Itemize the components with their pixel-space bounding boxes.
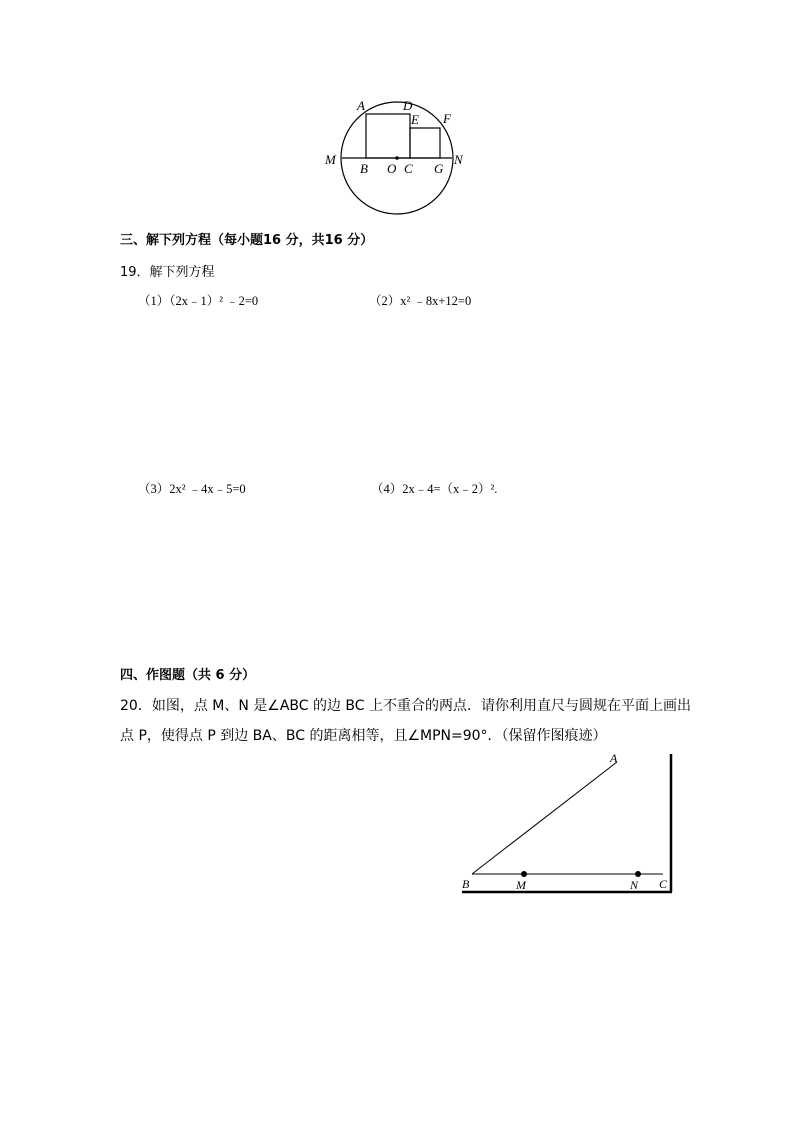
equation-4: （4）2x﹣4=（x﹣2）². xyxy=(371,482,498,496)
equation-1: （1）（2x﹣1）² ﹣2=0 xyxy=(138,294,259,308)
angle-figure-svg xyxy=(455,750,680,898)
label-b: B xyxy=(360,161,368,176)
side-ba xyxy=(472,762,617,874)
center-point-o xyxy=(395,156,399,160)
equation-3: （3）2x² ﹣4x﹣5=0 xyxy=(138,482,246,496)
label-d: D xyxy=(403,98,413,113)
point-m xyxy=(521,871,527,877)
label-o: O xyxy=(387,161,397,176)
label-g: G xyxy=(434,161,444,176)
square-efcg xyxy=(410,128,440,158)
label-m: M xyxy=(325,152,336,167)
question-20-line1: 20．如图，点 M、N 是∠ABC 的边 BC 上不重合的两点．请你利用直尺与圆规在平面上画出 xyxy=(120,698,692,714)
section4-heading: 四、作图题（共 6 分） xyxy=(120,668,256,683)
equation-2: （2）x² ﹣8x+12=0 xyxy=(369,294,472,308)
label-a2: A xyxy=(610,751,618,765)
circle-squares-figure xyxy=(320,95,480,220)
question-19-title: 19．解下列方程 xyxy=(120,265,215,280)
point-n xyxy=(635,871,641,877)
label-e: E xyxy=(411,112,419,127)
section3-heading: 三、解下列方程（每小题16 分，共16 分） xyxy=(120,233,374,248)
label-m2: M xyxy=(516,878,526,892)
question-20-line2: 点 P，使得点 P 到边 BA、BC 的距离相等，且∠MPN=90°．（保留作图痕迹） xyxy=(120,728,607,744)
circle-figure-svg xyxy=(320,95,480,220)
label-n: N xyxy=(454,152,463,167)
square-abcd xyxy=(366,114,410,158)
label-c2: C xyxy=(659,877,668,891)
label-f: F xyxy=(443,111,451,126)
label-a: A xyxy=(357,98,365,113)
label-n2: N xyxy=(630,878,639,892)
label-c: C xyxy=(404,161,413,176)
angle-abc-figure xyxy=(455,750,680,898)
label-b2: B xyxy=(462,877,470,891)
